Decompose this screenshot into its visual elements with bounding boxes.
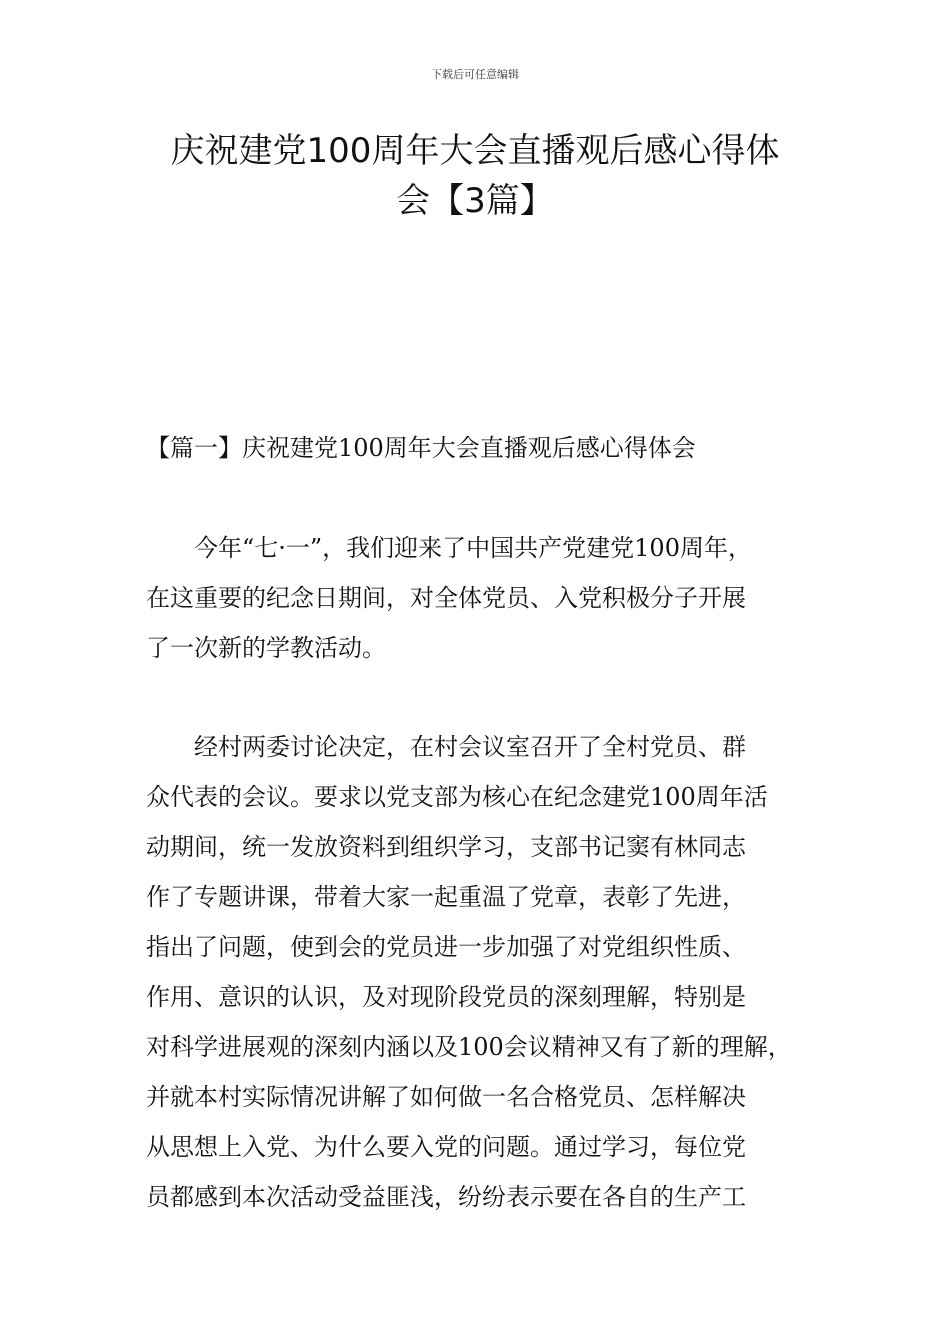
paragraph-2-line: 动期间，统一发放资料到组织学习，支部书记窦有林同志 bbox=[146, 833, 746, 861]
paragraph-2-line: 员都感到本次活动受益匪浅，纷纷表示要在各自的生产工 bbox=[146, 1183, 746, 1211]
paragraph-2-line: 作用、意识的认识，及对现阶段党员的深刻理解，特别是 bbox=[146, 983, 746, 1011]
paragraph-2-line: 并就本村实际情况讲解了如何做一名合格党员、怎样解决 bbox=[146, 1083, 746, 1111]
paragraph-2-line: 经村两委讨论决定，在村会议室召开了全村党员、群 bbox=[146, 733, 746, 761]
title-line-1: 庆祝建党100周年大会直播观后感心得体 bbox=[170, 131, 780, 171]
paragraph-2-line: 从思想上入党、为什么要入党的问题。通过学习，每位党 bbox=[146, 1133, 746, 1161]
paragraph-1-line: 了一次新的学教活动。 bbox=[146, 634, 386, 662]
paragraph-2-line: 对科学进展观的深刻内涵以及100会议精神又有了新的理解， bbox=[146, 1033, 792, 1061]
header-note: 下载后可任意编辑 bbox=[431, 68, 519, 81]
paragraph-2-line: 众代表的会议。要求以党支部为核心在纪念建党100周年活 bbox=[146, 783, 768, 811]
paragraph-1-line: 今年“七·一”，我们迎来了中国共产党建党100周年， bbox=[146, 534, 752, 562]
title-line-2: 会【3篇】 bbox=[396, 181, 554, 221]
paragraph-2-line: 指出了问题，使到会的党员进一步加强了对党组织性质、 bbox=[146, 933, 746, 961]
document-title bbox=[120, 126, 830, 226]
paragraph-2-line: 作了专题讲课，带着大家一起重温了党章，表彰了先进， bbox=[146, 883, 746, 911]
paragraph-1-line: 在这重要的纪念日期间，对全体党员、入党积极分子开展 bbox=[146, 584, 746, 612]
section-heading: 【篇一】庆祝建党100周年大会直播观后感心得体会 bbox=[146, 434, 696, 462]
